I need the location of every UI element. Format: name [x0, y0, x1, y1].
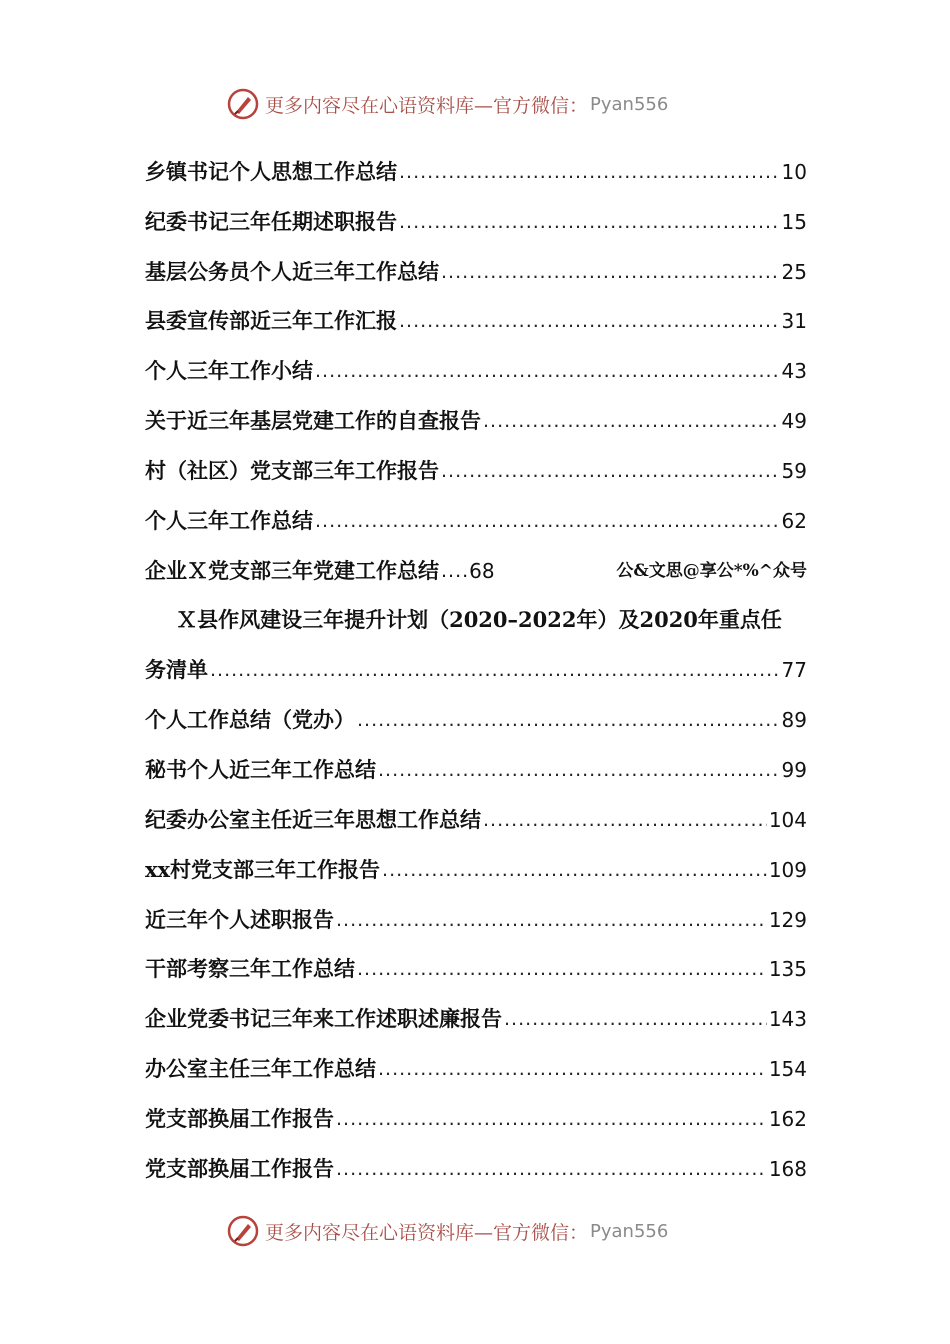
toc-entry-title: 纪委办公室主任近三年思想工作总结: [145, 806, 481, 832]
toc-entry[interactable]: [145, 741, 807, 791]
dot-leader: [315, 358, 780, 384]
toc-entry-page: 135: [768, 957, 807, 982]
dot-leader: [399, 159, 780, 185]
toc-entry-title: 办公室主任三年工作总结: [145, 1056, 376, 1082]
toc-entry-page: 154: [768, 1057, 807, 1082]
dot-leader: [378, 1056, 767, 1082]
toc-entry[interactable]: [145, 1040, 807, 1090]
toc-entry-title: 个人工作总结（党办）: [145, 707, 355, 733]
toc-entry-title: 秘书个人近三年工作总结: [145, 756, 376, 782]
dot-leader: [336, 907, 767, 933]
dot-leader: [441, 259, 780, 285]
toc-entry-page: 25: [781, 259, 807, 284]
dot-leader: [483, 408, 780, 434]
dot-leader: [483, 807, 767, 833]
toc-entry[interactable]: [145, 841, 807, 891]
dot-leader: [399, 209, 780, 235]
toc-entry[interactable]: [145, 990, 807, 1040]
toc-entry-page: 77: [781, 658, 807, 683]
toc-entry[interactable]: [145, 791, 807, 841]
dot-leader: [357, 956, 767, 982]
dot-leader: [336, 1106, 767, 1132]
dot-leader: [357, 707, 780, 733]
toc-entry-page: 59: [781, 458, 807, 483]
toc-entry-page: 10: [781, 159, 807, 184]
toc-entry-page: 99: [781, 757, 807, 782]
toc-entry[interactable]: [145, 293, 807, 343]
toc-entry[interactable]: [145, 392, 807, 442]
toc-entry-with-watermark[interactable]: [145, 542, 807, 592]
toc-entry-title: 企业Ｘ党支部三年党建工作总结: [145, 557, 439, 583]
banner-wechat-id: Pyan556: [590, 1220, 669, 1242]
toc-entry[interactable]: [145, 492, 807, 542]
toc-entry[interactable]: [145, 143, 807, 193]
banner-wechat-id: Pyan556: [590, 93, 669, 115]
toc-entry-page: 15: [781, 209, 807, 234]
toc-entry-title: 个人三年工作小结: [145, 358, 313, 384]
quill-pen-logo-icon: [227, 1215, 259, 1247]
toc-entry-wrapped-second-line[interactable]: [145, 641, 807, 691]
toc-entry[interactable]: [145, 442, 807, 492]
toc-entry[interactable]: [145, 941, 807, 991]
toc-entry-title: 务清单: [145, 657, 208, 683]
toc-entry-title: 党支部换届工作报告: [145, 1155, 334, 1181]
toc-entry-page: 109: [768, 857, 807, 882]
toc-entry-page: 31: [781, 309, 807, 334]
toc-entry[interactable]: [145, 342, 807, 392]
dot-leader: [441, 458, 780, 484]
toc-entry-title: 企业党委书记三年来工作述职述廉报告: [145, 1006, 502, 1032]
toc-entry-title: 近三年个人述职报告: [145, 906, 334, 932]
toc-entry-title: 个人三年工作总结: [145, 507, 313, 533]
toc-entry-title: 纪委书记三年任期述职报告: [145, 208, 397, 234]
toc-entry-title: Ｘ县作风建设三年提升计划（2020–2022年）及2020年重点任: [176, 607, 782, 633]
toc-entry-page: 104: [768, 807, 807, 832]
toc-entry[interactable]: [145, 1090, 807, 1140]
banner-brand-text: 更多内容尽在心语资料库—官方微信：: [265, 94, 589, 117]
toc-entry[interactable]: [145, 691, 807, 741]
toc-entry-title: 基层公务员个人近三年工作总结: [145, 258, 439, 284]
dot-leader: [382, 857, 767, 883]
dot-leader: [378, 757, 780, 783]
toc-entry[interactable]: [145, 891, 807, 941]
watermark-note: 公&文思@享公*%^众号: [616, 560, 807, 581]
dot-leader: [336, 1156, 767, 1182]
toc-entry-title: 干部考察三年工作总结: [145, 956, 355, 982]
toc-entry-title: 县委宣传部近三年工作汇报: [145, 308, 397, 334]
toc-entry-page: 62: [781, 508, 807, 533]
toc-entry-page: 68: [469, 558, 495, 583]
toc-entry-page: 49: [781, 409, 807, 434]
dot-leader: ....: [441, 559, 470, 582]
toc-entry-title: xx村党支部三年工作报告: [145, 856, 381, 882]
toc-entry-title: 乡镇书记个人思想工作总结: [145, 158, 397, 184]
table-of-contents: [145, 143, 807, 1190]
footer-banner: [227, 1213, 727, 1249]
header-banner: [227, 86, 727, 122]
dot-leader: [315, 508, 780, 534]
toc-entry-page: 89: [781, 708, 807, 733]
toc-entry-page: 143: [768, 1007, 807, 1032]
quill-pen-logo-icon: [227, 88, 259, 120]
dot-leader: [210, 657, 780, 683]
toc-entry-page: 129: [768, 907, 807, 932]
toc-entry-page: 43: [781, 359, 807, 384]
banner-brand-text: 更多内容尽在心语资料库—官方微信：: [265, 1221, 589, 1244]
dot-leader: [504, 1006, 767, 1032]
toc-entry-page: 168: [768, 1156, 807, 1181]
toc-entry-page: 162: [768, 1106, 807, 1131]
toc-entry-wrapped-first-line[interactable]: [145, 592, 807, 642]
toc-entry-title: 党支部换届工作报告: [145, 1105, 334, 1131]
toc-entry[interactable]: [145, 193, 807, 243]
toc-entry-title: 关于近三年基层党建工作的自查报告: [145, 408, 481, 434]
toc-entry[interactable]: [145, 243, 807, 293]
dot-leader: [399, 308, 780, 334]
toc-entry-title: 村（社区）党支部三年工作报告: [145, 457, 439, 483]
toc-entry[interactable]: [145, 1140, 807, 1190]
